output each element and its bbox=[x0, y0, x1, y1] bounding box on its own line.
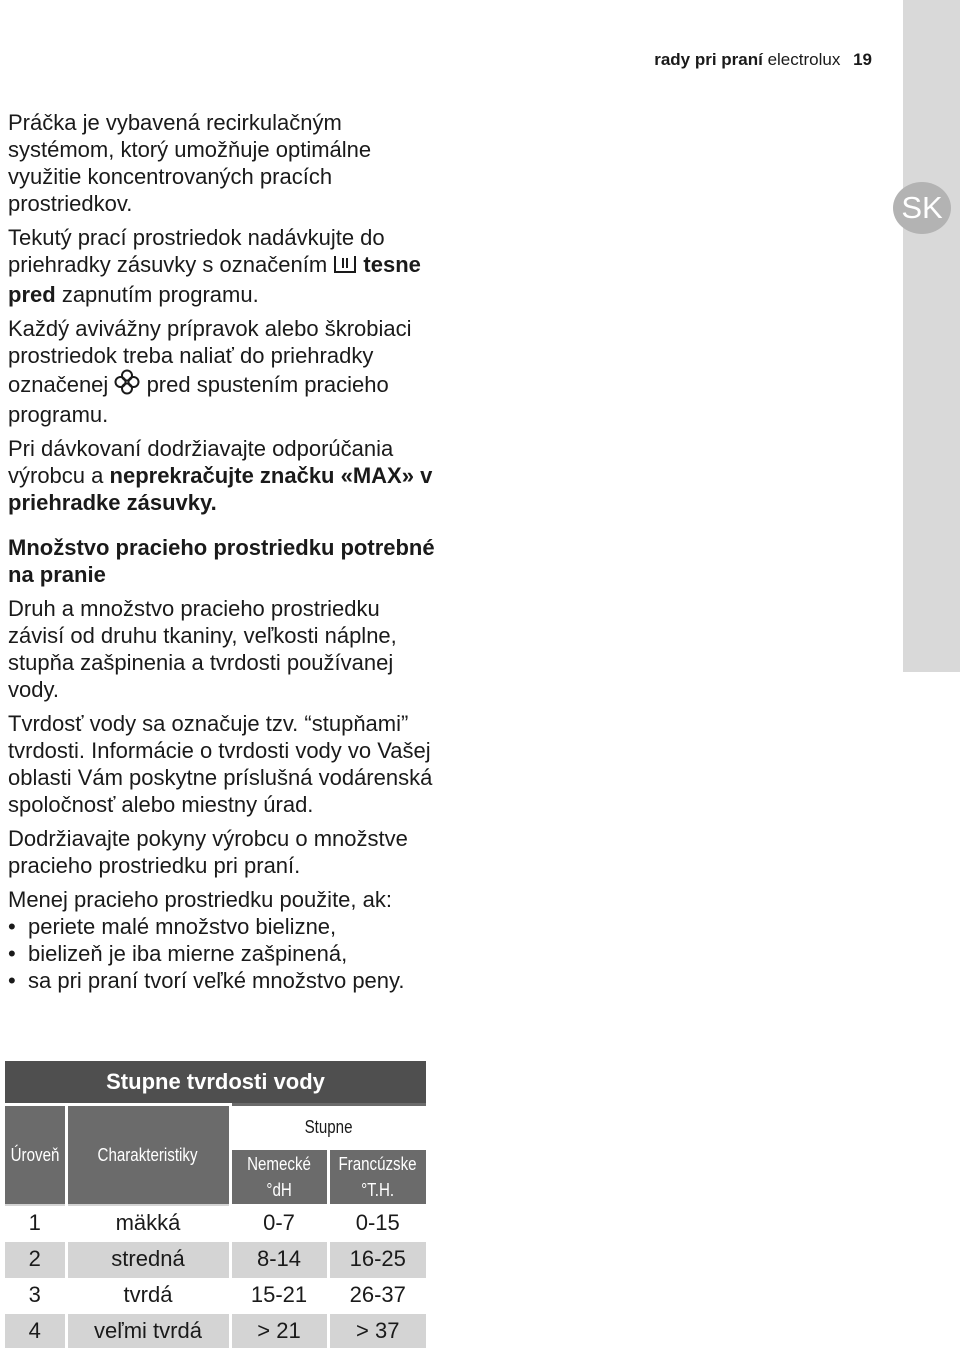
header-brand: electrolux bbox=[767, 50, 841, 69]
cell-dh: 15-21 bbox=[230, 1277, 328, 1313]
paragraph-liquid-detergent bbox=[8, 224, 438, 308]
water-hardness-table bbox=[5, 1061, 426, 1348]
table-row bbox=[5, 1205, 426, 1241]
cell-th: > 37 bbox=[328, 1313, 426, 1348]
table-row bbox=[5, 1313, 426, 1348]
header-unit: °dH bbox=[266, 1180, 292, 1200]
column-header-characteristics bbox=[66, 1105, 230, 1206]
side-tab-bar bbox=[903, 0, 960, 672]
bold-text: neprekračujte značku «MAX» v priehradke zásuvky. bbox=[8, 463, 433, 515]
header-text: Charakteristiky bbox=[98, 1144, 198, 1165]
paragraph-recirculation: Práčka je vybavená recirkulačným systémom, ktorý umožňuje optimálne využitie koncentrovaných pracích prostriedkov. bbox=[8, 110, 372, 216]
list-item: • sa pri praní tvorí veľké množstvo peny. bbox=[8, 967, 438, 994]
page-header bbox=[654, 50, 872, 70]
column-header-french bbox=[328, 1149, 426, 1205]
paragraph-instructions: Dodržiavajte pokyny výrobcu o množstve pracieho prostriedku pri praní. bbox=[8, 826, 408, 878]
paragraph-type-amount: Druh a množstvo pracieho prostriedku závisí od druhu tkaniny, veľkosti náplne, stupňa zašpinenia a tvrdosti používanej vody. bbox=[8, 596, 397, 702]
bullet-list bbox=[8, 913, 438, 994]
paragraph-water-hardness: Tvrdosť vody sa označuje tzv. “stupňami” tvrdosti. Informácie o tvrdosti vody vo Vašej oblasti Vám poskytne príslušná vodárenská spoločnosť alebo miestny úrad. bbox=[8, 711, 433, 817]
table-row bbox=[5, 1241, 426, 1277]
paragraph-dosing bbox=[8, 435, 438, 516]
cell-dh: 0-7 bbox=[230, 1205, 328, 1241]
cell-dh: > 21 bbox=[230, 1313, 328, 1348]
list-item: • bielizeň je iba mierne zašpinená, bbox=[8, 940, 438, 967]
cell-characteristic: veľmi tvrdá bbox=[66, 1313, 230, 1348]
cell-characteristic: tvrdá bbox=[66, 1277, 230, 1313]
page-number: 19 bbox=[853, 50, 872, 69]
cell-th: 26-37 bbox=[328, 1277, 426, 1313]
main-column bbox=[8, 109, 438, 994]
cell-characteristic: stredná bbox=[66, 1241, 230, 1277]
text: zapnutím programu. bbox=[61, 282, 259, 307]
cell-th: 16-25 bbox=[328, 1241, 426, 1277]
table-row bbox=[5, 1277, 426, 1313]
text: pred spustením pracieho programu. bbox=[8, 372, 389, 427]
text: Tekutý prací prostriedok nadávkujte do priehradky zásuvky s označením bbox=[8, 225, 385, 277]
column-header-german bbox=[230, 1149, 328, 1205]
cell-level: 3 bbox=[5, 1277, 66, 1313]
flower-icon bbox=[114, 369, 140, 401]
paragraph-softener bbox=[8, 315, 438, 428]
cell-level: 2 bbox=[5, 1241, 66, 1277]
cell-dh: 8-14 bbox=[230, 1241, 328, 1277]
cell-th: 0-15 bbox=[328, 1205, 426, 1241]
header-text: Stupne bbox=[304, 1116, 353, 1137]
cell-characteristic: mäkká bbox=[66, 1205, 230, 1241]
cell-level: 1 bbox=[5, 1205, 66, 1241]
header-title: rady pri praní bbox=[654, 50, 763, 69]
table-title: Stupne tvrdosti vody bbox=[5, 1061, 426, 1105]
column-header-level bbox=[5, 1105, 66, 1206]
text: Každý avivážny prípravok alebo škrobiaci prostriedok treba naliať do priehradky označenej bbox=[8, 316, 412, 397]
text: Pri dávkovaní dodržiavajte odporúčania výrobcu a bbox=[8, 436, 394, 488]
bold-text: tesne pred bbox=[8, 252, 421, 307]
header-unit: °T.H. bbox=[361, 1180, 395, 1200]
cell-level: 4 bbox=[5, 1313, 66, 1348]
header-text: Francúzske bbox=[338, 1154, 417, 1174]
drawer-compartment-II-icon bbox=[333, 253, 357, 281]
header-text: Nemecké bbox=[247, 1154, 311, 1174]
section-heading: Množstvo pracieho prostriedku potrebné na pranie bbox=[8, 535, 435, 587]
column-header-degrees bbox=[230, 1105, 426, 1150]
paragraph-less-detergent: Menej pracieho prostriedku použite, ak: bbox=[8, 887, 392, 912]
language-badge: SK bbox=[893, 182, 951, 234]
header-text: Úroveň bbox=[10, 1144, 60, 1165]
list-item: • periete malé množstvo bielizne, bbox=[8, 913, 438, 940]
